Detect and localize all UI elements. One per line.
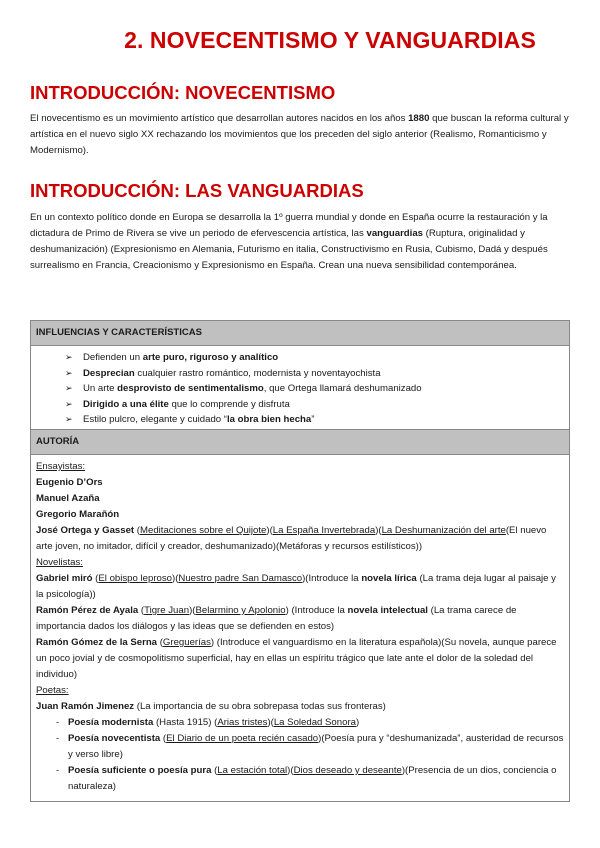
arrow-bullet-icon: ➢ — [65, 383, 73, 394]
item-text: ” — [311, 414, 315, 426]
entry-text: )(Presencia de un dios, conciencia o naturaleza) — [68, 765, 557, 792]
entry-bold: novela intelectual — [347, 605, 428, 616]
work-title: Dios deseado y deseante — [293, 765, 402, 776]
work-title: Meditaciones sobre el Quijote — [140, 525, 267, 536]
work-title: Arias tristes — [217, 717, 268, 728]
author-entry-ortega — [36, 523, 564, 555]
list-item — [31, 397, 569, 413]
entry-bold: Poesía suficiente o poesía pura — [68, 765, 212, 776]
entry-text: )( — [189, 605, 196, 616]
paragraph-bold: 1880 — [408, 113, 430, 124]
item-bold: la obra bien hecha — [227, 414, 312, 426]
novecentismo-paragraph — [30, 111, 570, 159]
entry-text: (El nuevo arte joven, no imitador, difícil y creador, deshumanizado)(Metáforas y recursos estilísticos)) — [36, 525, 547, 552]
work-title: La Deshumanización del arte — [381, 525, 506, 536]
list-item — [31, 381, 569, 397]
paragraph-text: que buscan la reforma cultural y artística en el nuevo siglo XX rechazando los movimientos que los preceden del siglo anterior (Realismo, Romanticismo y Modernismo). — [30, 113, 569, 156]
item-bold: Dirigido a una élite — [83, 398, 169, 410]
author-name: Manuel Azaña — [36, 493, 100, 504]
entry-text: (La trama deja lugar al paisaje y la psicología)) — [36, 573, 556, 600]
entry-text: ( — [211, 765, 218, 776]
entry-text: )( — [375, 525, 382, 536]
author-entry-ayala — [36, 603, 564, 635]
list-item-poesia-novecentista — [36, 731, 564, 763]
author-name: Juan Ramón Jimenez — [36, 701, 135, 712]
entry-text: ( — [160, 733, 167, 744]
list-item — [31, 366, 569, 382]
work-title: La Soledad Sonora — [273, 717, 356, 728]
item-bold: desprovisto de sentimentalismo — [117, 383, 264, 395]
influencias-header: INFLUENCIAS Y CARACTERÍSTICAS — [31, 321, 569, 346]
item-text: Un arte — [83, 383, 118, 395]
autoria-header: AUTORÍA — [31, 430, 569, 455]
autoria-body — [31, 455, 569, 801]
work-title: La estación total — [217, 765, 288, 776]
paragraph-text: En un contexto político donde en Europa se desarrolla la 1º guerra mundial y donde en España ocurre la restauración y la dictadura de Primo de Rivera se vive un periodo de efervescencia artística, las — [30, 212, 548, 239]
entry-text: )( — [266, 525, 273, 536]
arrow-bullet-icon: ➢ — [65, 398, 73, 409]
entry-text: (La trama carece de importancia dados los diálogos y las ideas que se defienden en estos) — [36, 605, 517, 632]
work-title: El obispo leproso — [98, 573, 172, 584]
summary-table — [30, 320, 570, 802]
entry-text: ) (Introduce el vanguardismo en la literatura española)(Su novela, aunque parece un poco jovial y de cosmopolitismo superficial, hay en ellas un espíritu trágico que late ante el dolor de la soledad del individuo) — [36, 637, 557, 680]
entry-text: )(Introduce la — [302, 573, 362, 584]
list-item — [31, 412, 569, 428]
arrow-bullet-icon: ➢ — [65, 367, 73, 378]
entry-text: )( — [267, 717, 274, 728]
work-title: Tigre Juan — [144, 605, 190, 616]
work-title: Nuestro padre San Damasco — [178, 573, 303, 584]
author-name: Gregorio Marañón — [36, 509, 120, 520]
paragraph-bold: vanguardias — [366, 228, 424, 239]
author-name: Eugenio D’Ors — [36, 477, 103, 488]
vanguardias-paragraph — [30, 210, 570, 274]
paragraph-text: (Ruptura, originalidad y deshumanización) (Expresionismo en Alemania, Futurismo en italia, Constructivismo en Rusia, Cubismo, Dadá y después surrealismo en Francia, Creacionismo y Expresionismo en España. Crean una nueva sensibilidad contemporánea. — [30, 228, 548, 271]
arrow-bullet-icon: ➢ — [65, 414, 73, 425]
entry-text: )( — [172, 573, 179, 584]
list-item-poesia-modernista — [36, 715, 564, 731]
entry-bold: Poesía modernista — [68, 717, 154, 728]
author-entry-gomez — [36, 635, 564, 683]
item-bold: Desprecian — [83, 367, 135, 379]
ensayistas-label: Ensayistas: — [36, 461, 86, 472]
entry-bold: Poesía novecentista — [68, 733, 161, 744]
novecentismo-heading: INTRODUCCIÓN: NOVECENTISMO — [30, 82, 336, 103]
novelistas-label: Novelistas: — [36, 557, 83, 568]
entry-text: (Hasta 1915) ( — [153, 717, 218, 728]
entry-text: ) (Introduce la — [285, 605, 348, 616]
author-entry-miro — [36, 571, 564, 603]
entry-text: (La importancia de su obra sobrepasa todas sus fronteras) — [134, 701, 386, 712]
work-title: Belarmino y Apolonio — [195, 605, 286, 616]
work-title: El Diario de un poeta recién casado — [166, 733, 319, 744]
list-item — [31, 350, 569, 366]
item-text: Defienden un — [83, 352, 143, 363]
entry-text: ) — [355, 717, 360, 728]
poetas-label: Poetas: — [36, 685, 69, 696]
author-name: Ramón Pérez de Ayala — [36, 605, 139, 616]
paragraph-text: El novecentismo es un movimiento artístico que desarrollan autores nacidos en los años — [30, 113, 409, 124]
entry-text: ( — [92, 573, 99, 584]
vanguardias-heading: INTRODUCCIÓN: LAS VANGUARDIAS — [30, 180, 364, 201]
work-title: La España Invertebrada — [272, 525, 376, 536]
arrow-bullet-icon: ➢ — [65, 352, 73, 362]
author-entry-jimenez — [36, 699, 564, 715]
dash-bullet: - — [56, 765, 60, 776]
entry-text: ( — [134, 525, 140, 536]
author-name: José Ortega y Gasset — [36, 525, 135, 536]
entry-text: ( — [157, 637, 163, 648]
item-text: , que Ortega llamará deshumanizado — [263, 383, 422, 395]
item-text: Estilo pulcro, elegante y cuidado “ — [83, 414, 227, 426]
author-name: Gabriel miró — [36, 573, 93, 584]
entry-text: ( — [138, 605, 145, 616]
item-text: cualquier rastro romántico, modernista y noventayochista — [134, 367, 381, 379]
work-title: Greguerías — [162, 637, 211, 648]
entry-bold: novela lírica — [361, 573, 417, 584]
entry-text: )( — [287, 765, 294, 776]
list-item-poesia-suficiente — [36, 763, 564, 795]
dash-bullet: - — [56, 717, 60, 728]
page-title: 2. NOVECENTISMO Y VANGUARDIAS — [124, 27, 536, 53]
dash-bullet: - — [56, 733, 60, 744]
author-name: Ramón Gómez de la Serna — [36, 637, 158, 648]
item-bold: arte puro, riguroso y analítico — [142, 352, 279, 363]
influencias-list — [31, 346, 569, 430]
entry-text: )(Poesía pura y “deshumanizada”, austeridad de recursos y verso libre) — [68, 733, 564, 760]
item-text: que lo comprende y disfruta — [168, 398, 290, 410]
